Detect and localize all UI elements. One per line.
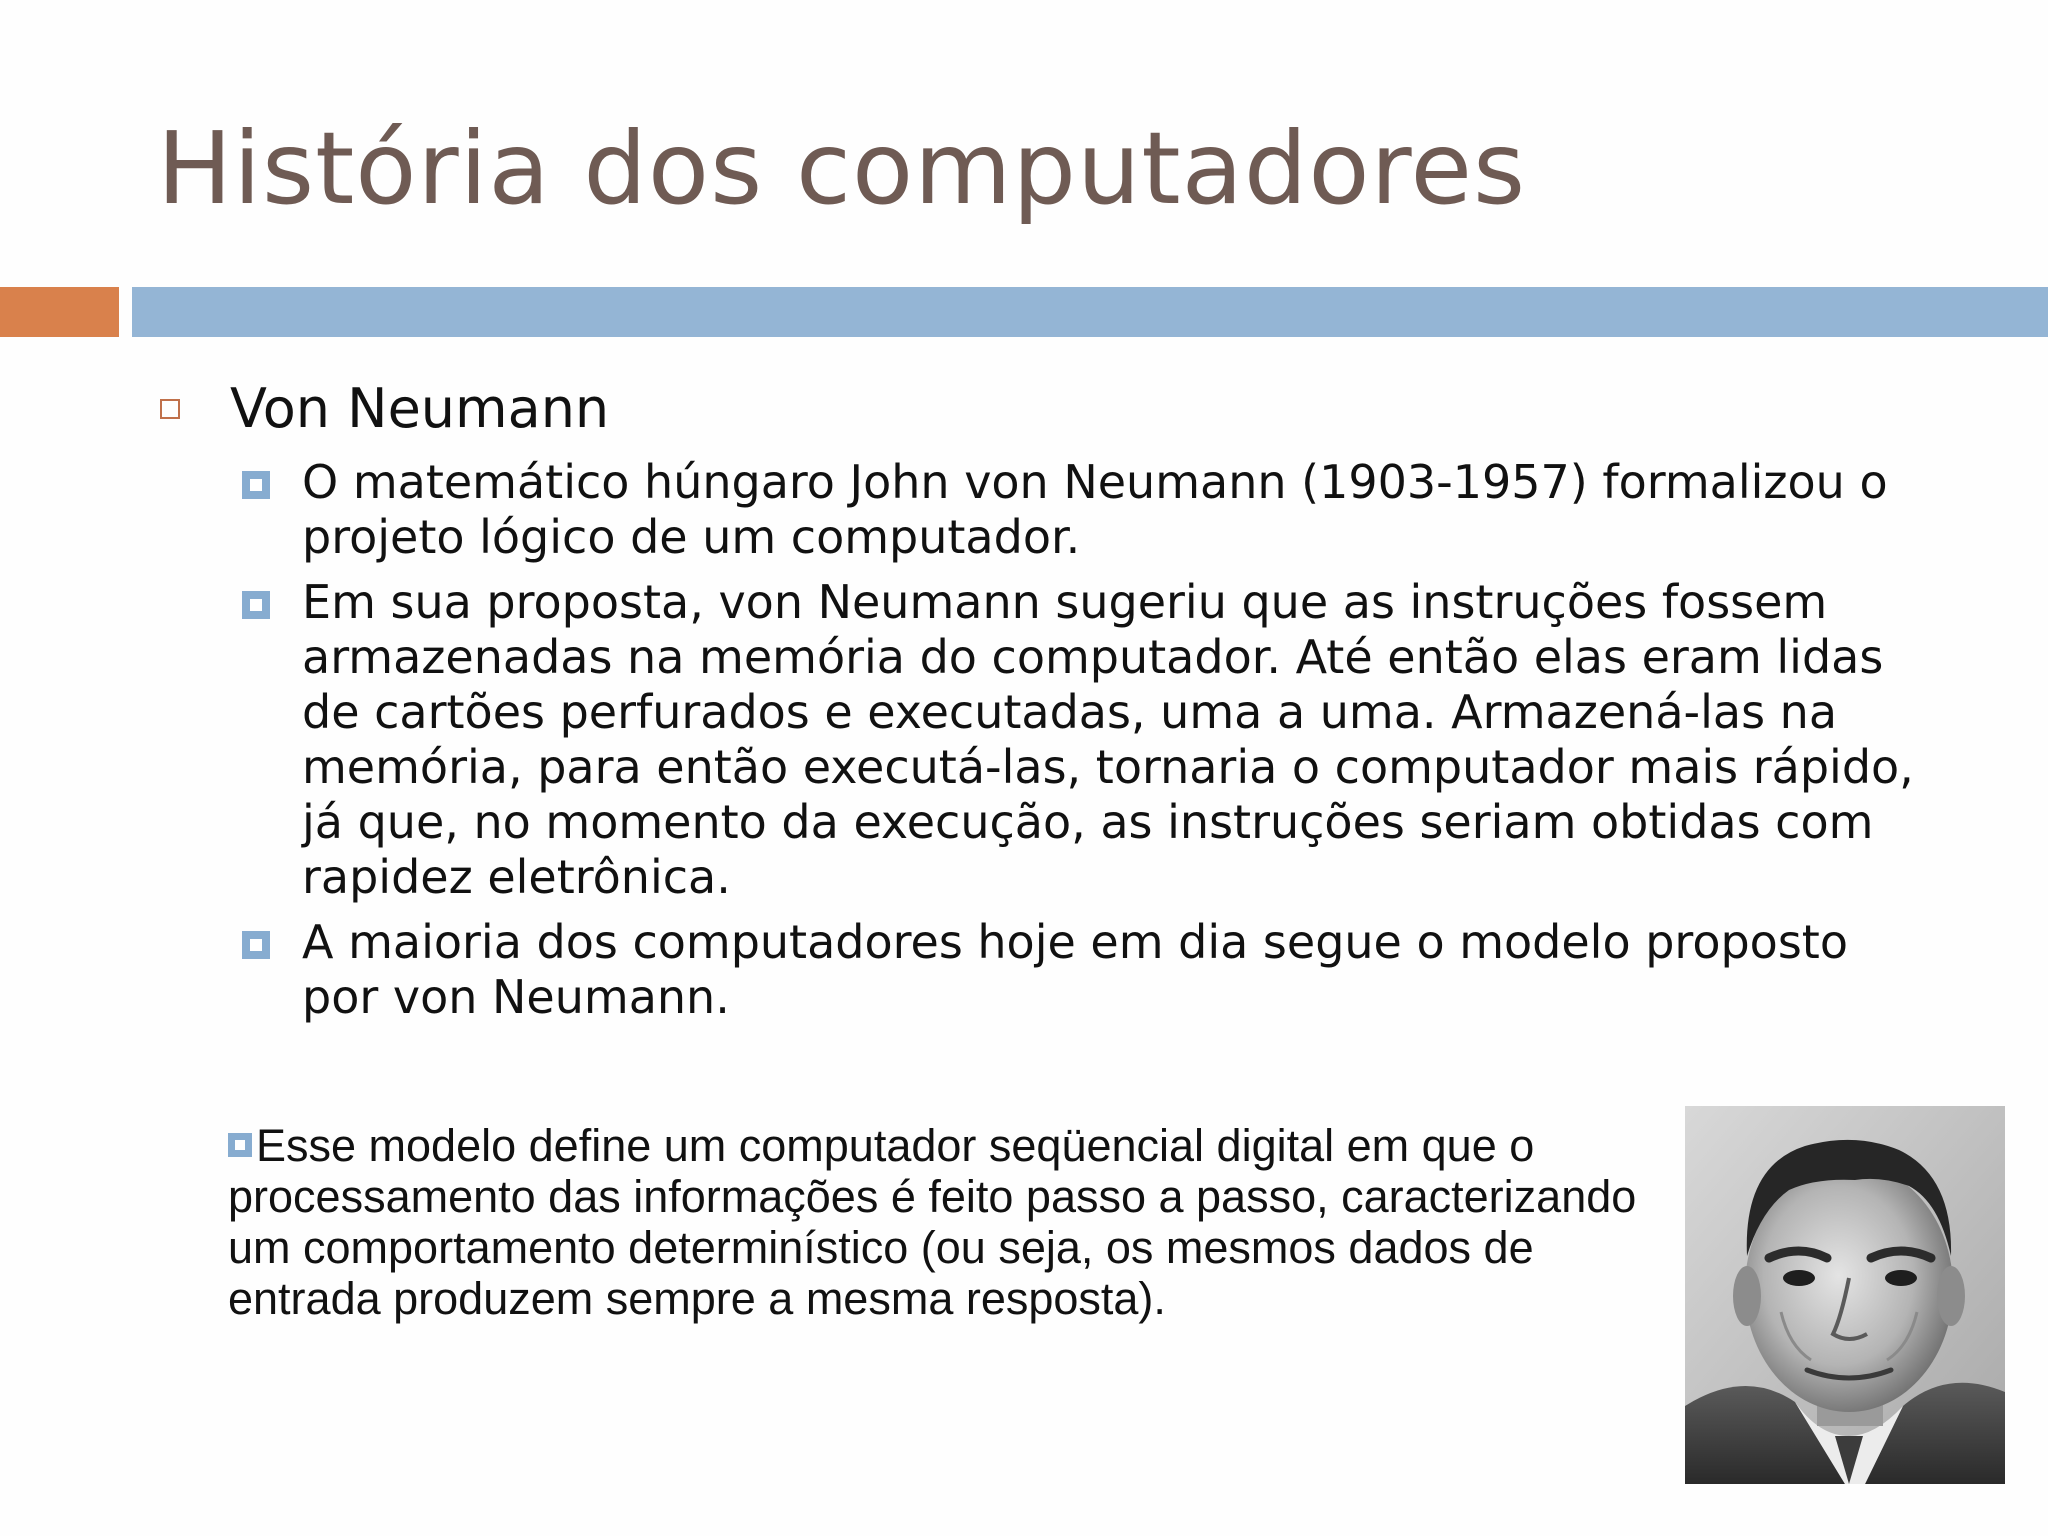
- von-neumann-portrait-photo: [1685, 1106, 2005, 1484]
- model-description-paragraph: [228, 1120, 1688, 1324]
- square-bullet-icon: [228, 1133, 252, 1157]
- bullet-level2-list: [242, 455, 1922, 1035]
- hollow-square-bullet-icon: [160, 399, 180, 419]
- bullet-level2-item: [242, 455, 1922, 565]
- bullet-level1-text: Von Neumann: [230, 377, 610, 440]
- bullet-level2-text: Em sua proposta, von Neumann sugeriu que as instruções fossem armazenadas na memória do computador. Até então elas eram lidas de cartões perfurados e executadas, uma a uma. Armazená-las na memória, para então executá-las, tornaria o computador mais rápido, já que, no momento da execução, as instruções seriam obtidas com rapidez eletrônica.: [302, 575, 1914, 904]
- slide-title: História dos computadores: [157, 110, 1527, 227]
- bullet-level2-text: O matemático húngaro John von Neumann (1903-1957) formalizou o projeto lógico de um computador.: [302, 455, 1888, 564]
- square-bullet-icon: [242, 931, 270, 959]
- bullet-level2-text: A maioria dos computadores hoje em dia segue o modelo proposto por von Neumann.: [302, 915, 1848, 1024]
- bullet-level2-item: [242, 915, 1922, 1025]
- title-accent-bar-blue: [132, 287, 2048, 337]
- bullet-level2-item: [242, 575, 1922, 905]
- square-bullet-icon: [242, 471, 270, 499]
- square-bullet-icon: [242, 591, 270, 619]
- title-accent-bar-orange: [0, 287, 119, 337]
- model-description-text: Esse modelo define um computador seqüencial digital em que o processamento das informações é feito passo a passo, caracterizando um comportamento determinístico (ou seja, os mesmos dados de entrada produzem sempre a mesma resposta).: [228, 1120, 1637, 1324]
- bullet-level1: [160, 376, 609, 442]
